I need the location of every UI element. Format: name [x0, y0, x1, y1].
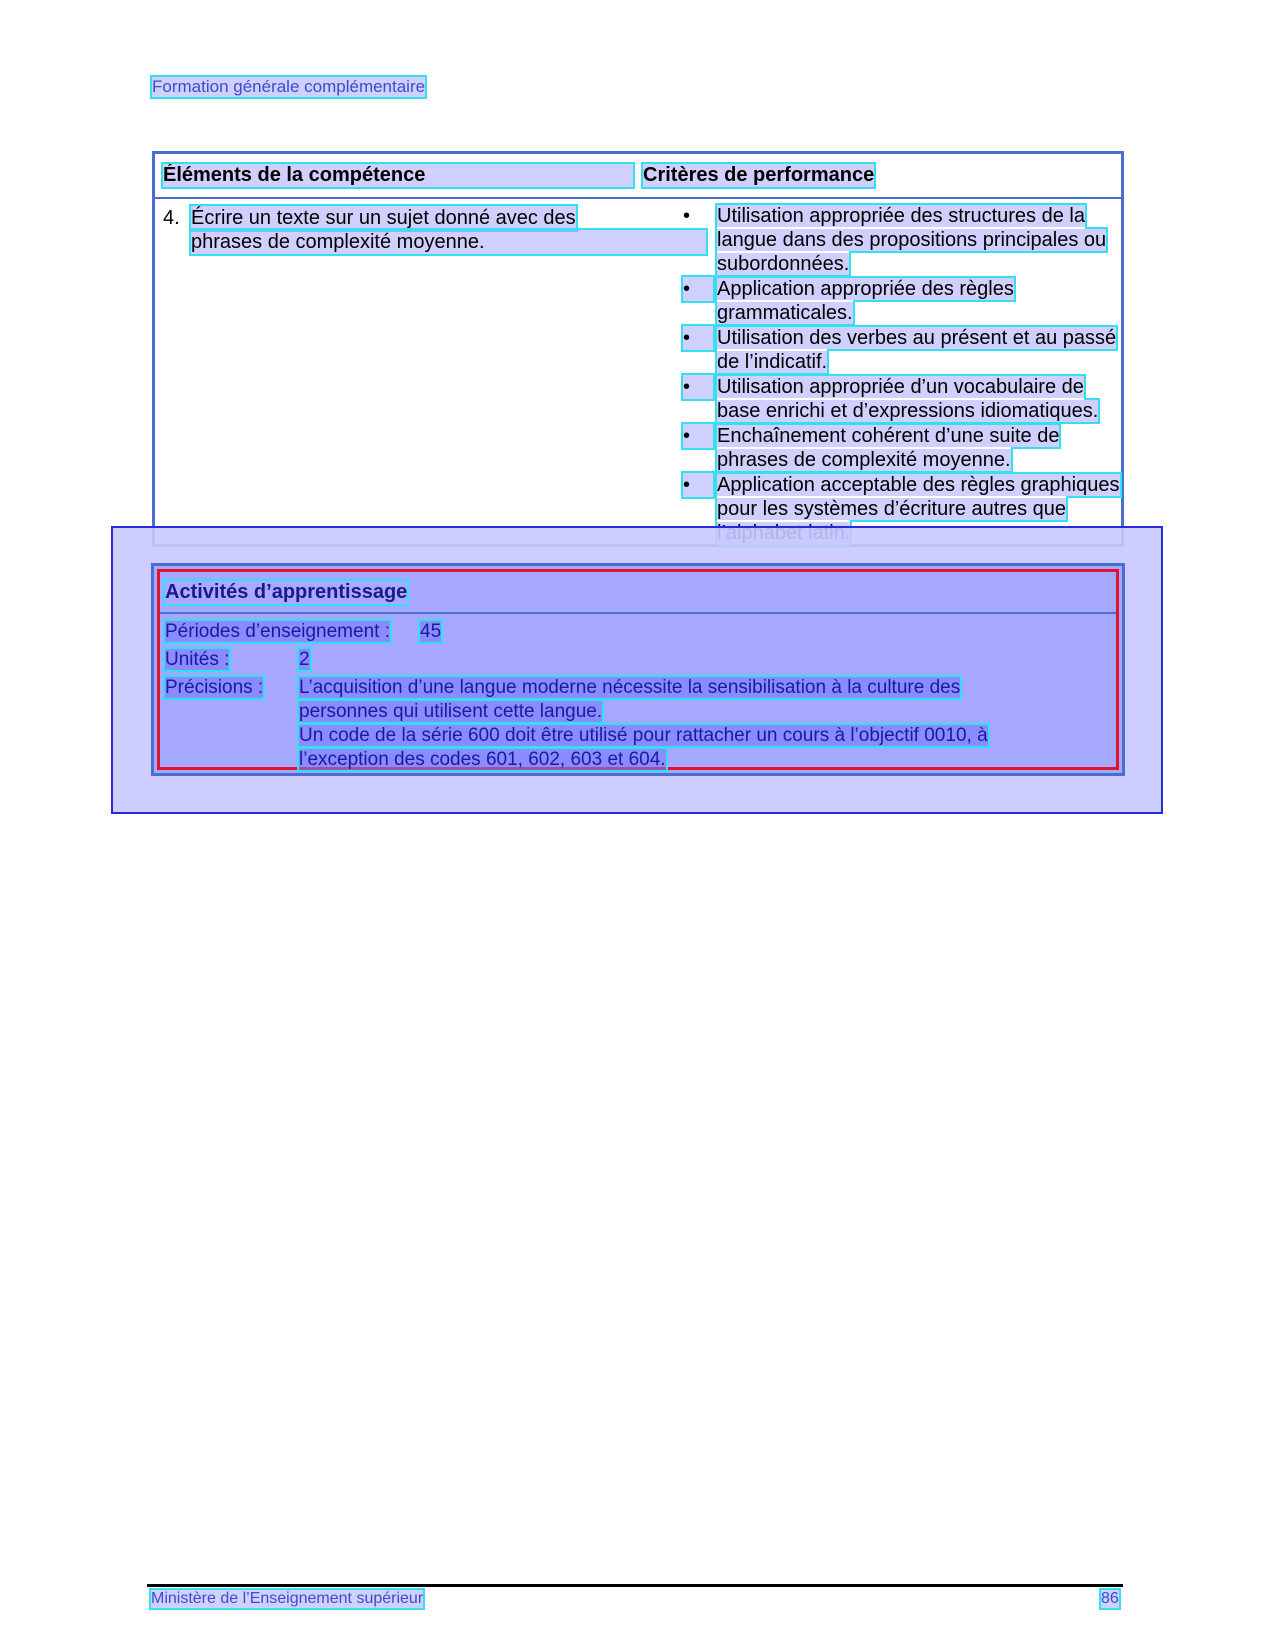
details-line-3: Un code de la série 600 doit être utilisé pour rattacher un cours à l’objectif 0010, à [299, 725, 988, 746]
criterion-text: Utilisation appropriée des structures de la langue dans des propositions principales ou subordonnées. [717, 205, 1107, 275]
units-row [165, 649, 229, 671]
units-value-wrap [299, 649, 310, 671]
column-header-elements-label: Éléments de la compétence [163, 164, 633, 187]
bullet-icon: • [683, 424, 713, 448]
periods-label: Périodes d’enseignement : [165, 621, 390, 642]
bullet-icon: • [683, 277, 713, 301]
learning-activities-box [151, 563, 1125, 776]
footer-ministry: Ministère de l’Enseignement supérieur [151, 1590, 424, 1607]
list-item [683, 277, 1123, 325]
bullet-icon: • [683, 473, 713, 497]
details-row [165, 677, 263, 699]
units-value: 2 [299, 649, 310, 670]
element-number: 4. [163, 207, 180, 229]
competence-table [152, 151, 1124, 547]
criterion-text: Application appropriée des règles grammaticales. [717, 278, 1014, 324]
periods-value-wrap [420, 621, 441, 643]
column-header-criteria: Critères de performance [643, 164, 875, 186]
activities-title-row [160, 572, 1116, 614]
criterion-text: Application acceptable des règles graphiques pour les systèmes d’écriture autres que [717, 474, 1120, 544]
element-text-line-2: phrases de complexité moyenne. [191, 230, 706, 254]
list-item [683, 326, 1123, 374]
list-item [683, 424, 1123, 472]
page-number: 86 [1101, 1590, 1119, 1607]
element-text-line-2-wrap [191, 230, 706, 254]
periods-value: 45 [420, 621, 442, 642]
bullet-icon: • [683, 205, 691, 227]
units-label: Unités : [165, 649, 230, 670]
criterion-text: Utilisation appropriée d’un vocabulaire de base enrichi et d’expressions idiomatiques. [717, 376, 1099, 422]
details-line-4-wrap [299, 749, 666, 771]
bullet-icon: • [683, 326, 713, 350]
bullet-icon: • [683, 375, 713, 399]
periods-row [165, 621, 390, 643]
running-header: Formation générale complémentaire [152, 77, 426, 96]
criteria-list [683, 204, 1123, 546]
details-line-4: l’exception des codes 601, 602, 603 et 604. [299, 749, 666, 770]
table-header-row [155, 154, 1121, 199]
details-line-3-wrap [299, 725, 988, 747]
details-line-2-wrap [299, 701, 602, 723]
criterion-text: Utilisation des verbes au présent et au passé de l’indicatif. [717, 327, 1117, 373]
list-item [683, 375, 1123, 423]
details-line-2: personnes qui utilisent cette langue. [299, 701, 603, 722]
list-item [683, 204, 1123, 276]
details-line-1: L’acquisition d’une langue moderne nécessite la sensibilisation à la culture des [299, 677, 961, 698]
footer-rule [147, 1584, 1123, 1587]
details-line-1-wrap [299, 677, 960, 699]
details-label: Précisions : [165, 677, 264, 698]
column-header-elements [163, 164, 633, 187]
element-text-line-1: Écrire un texte sur un sujet donné avec des [191, 207, 576, 229]
learning-activities-inner-border [157, 569, 1119, 770]
criterion-text: Enchaînement cohérent d’une suite de phrases de complexité moyenne. [717, 425, 1060, 471]
activities-title: Activités d’apprentissage [165, 581, 408, 603]
